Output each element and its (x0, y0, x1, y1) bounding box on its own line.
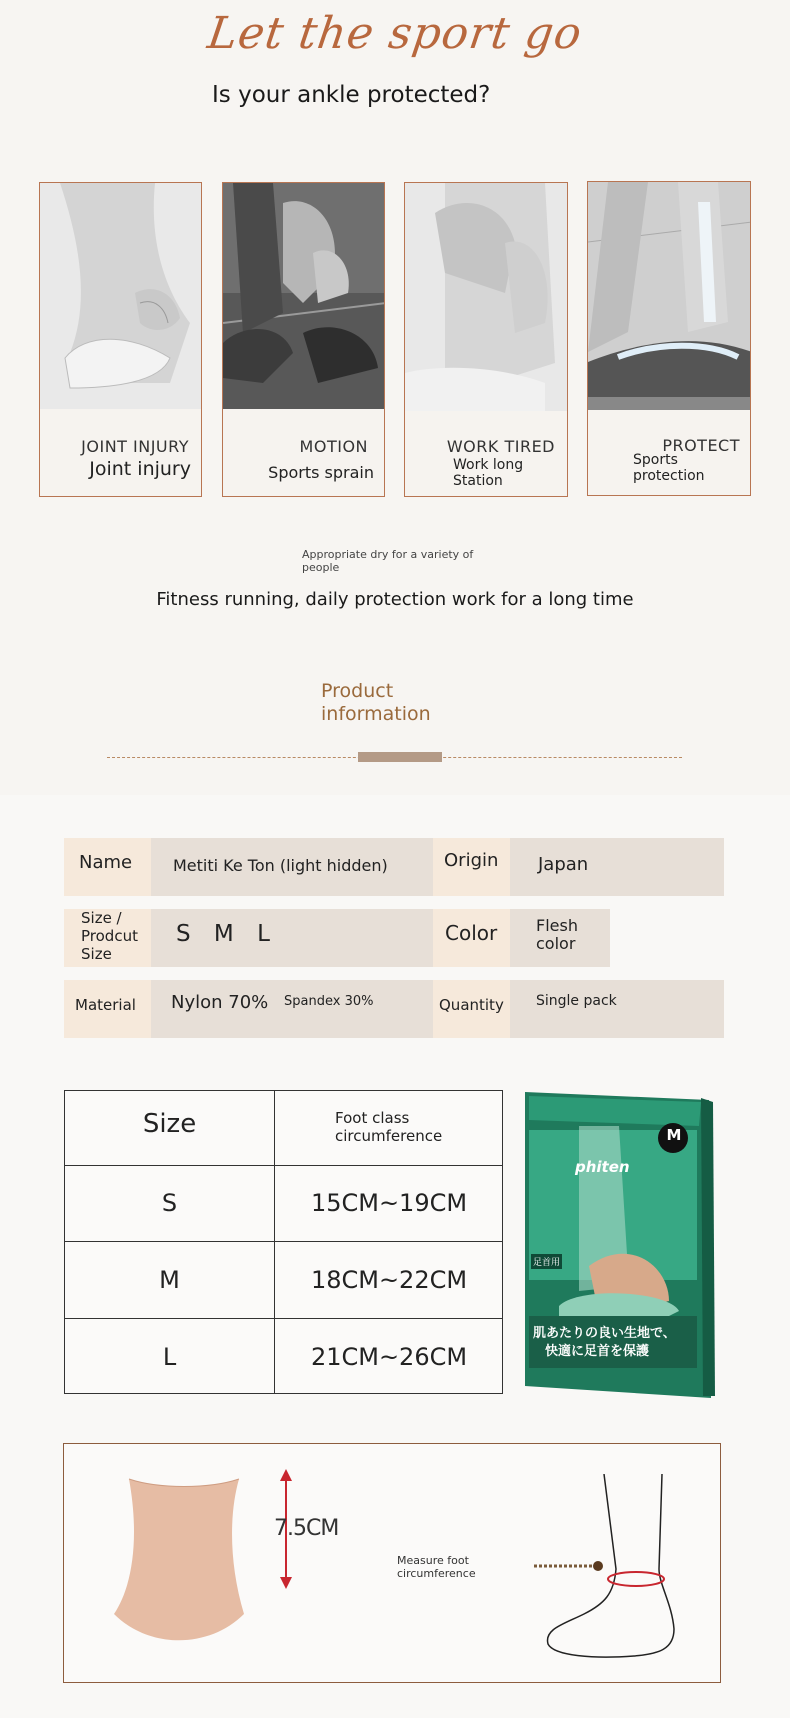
spec-label-quantity: Quantity (433, 980, 510, 1038)
material-nylon: Nylon 70% (171, 992, 269, 1013)
hero-question: Is your ankle protected? (212, 82, 491, 108)
card-subtitle: Sports protection (633, 452, 705, 484)
size-table-cell: 21CM~26CM (310, 1343, 468, 1371)
hero-script-title: Let the sport go (204, 8, 586, 59)
size-table-cell: M (159, 1266, 180, 1294)
product-package-image (519, 1086, 717, 1398)
spec-row-size-color (64, 909, 724, 967)
card-title: MOTION (299, 437, 368, 456)
spec-value-quantity: Single pack (510, 980, 724, 1038)
spec-label-color: Color (433, 909, 510, 967)
card-subtitle: Joint injury (89, 458, 191, 480)
ankle-sleeve-icon (109, 1474, 249, 1654)
card-title: WORK TIRED (446, 437, 555, 456)
card-work-tired (404, 182, 568, 497)
size-table-header-circumference: Foot class circumference (335, 1109, 443, 1145)
spec-label-name: Name (64, 838, 151, 896)
foot-measure-icon (534, 1474, 694, 1664)
size-table-cell: L (162, 1343, 177, 1371)
package-brand: phiten (575, 1158, 630, 1176)
spec-value-color: Flesh color (510, 909, 610, 967)
ankle-rubbing-photo-icon (40, 183, 202, 409)
spec-value-origin: Japan (510, 838, 724, 896)
package-jp-line-1: 肌あたりの良い生地で、 (533, 1326, 676, 1341)
divider-accent-bar (358, 752, 442, 762)
runner-holding-ankle-photo-icon (223, 183, 385, 409)
spec-label-material: Material (64, 980, 151, 1038)
spec-value-size: S M L (151, 909, 433, 967)
size-table-cell: S (161, 1189, 178, 1217)
card-subtitle: Work long Station (453, 457, 524, 489)
package-small-label: 足首用 (531, 1254, 562, 1269)
fitness-line: Fitness running, daily protection work for a long time (156, 589, 634, 610)
measure-panel (63, 1443, 721, 1683)
xray-foot-photo-icon (588, 182, 751, 410)
spec-value-name: Metiti Ke Ton (light hidden) (151, 838, 433, 896)
size-table (64, 1090, 503, 1394)
card-joint-injury (39, 182, 202, 497)
measure-height-label: 7.5CM (274, 1516, 339, 1541)
card-title: PROTECT (662, 436, 740, 455)
spec-row-name-origin (64, 838, 724, 896)
card-subtitle: Sports sprain (268, 463, 374, 482)
spec-label-size: Size / Prodcut Size (64, 909, 151, 967)
fitness-note: Appropriate dry for a variety of people (302, 548, 474, 574)
product-info-heading: Product information (321, 680, 431, 725)
card-protect (587, 181, 751, 496)
spec-label-origin: Origin (433, 838, 510, 896)
material-spandex: Spandex 30% (284, 994, 374, 1009)
size-table-header-size: Size (142, 1109, 197, 1139)
spec-row-material-quantity (64, 980, 724, 1038)
card-title: JOINT INJURY (81, 437, 189, 456)
package-size-badge: M (666, 1126, 682, 1144)
package-jp-line-2: 快適に足首を保護 (545, 1344, 650, 1359)
measure-foot-label: Measure foot circumference (397, 1554, 476, 1580)
spec-value-material (151, 980, 433, 1038)
size-table-cell: 18CM~22CM (310, 1266, 468, 1294)
card-motion (222, 182, 385, 497)
calf-rub-photo-icon (405, 183, 568, 411)
size-table-cell: 15CM~19CM (310, 1189, 468, 1217)
